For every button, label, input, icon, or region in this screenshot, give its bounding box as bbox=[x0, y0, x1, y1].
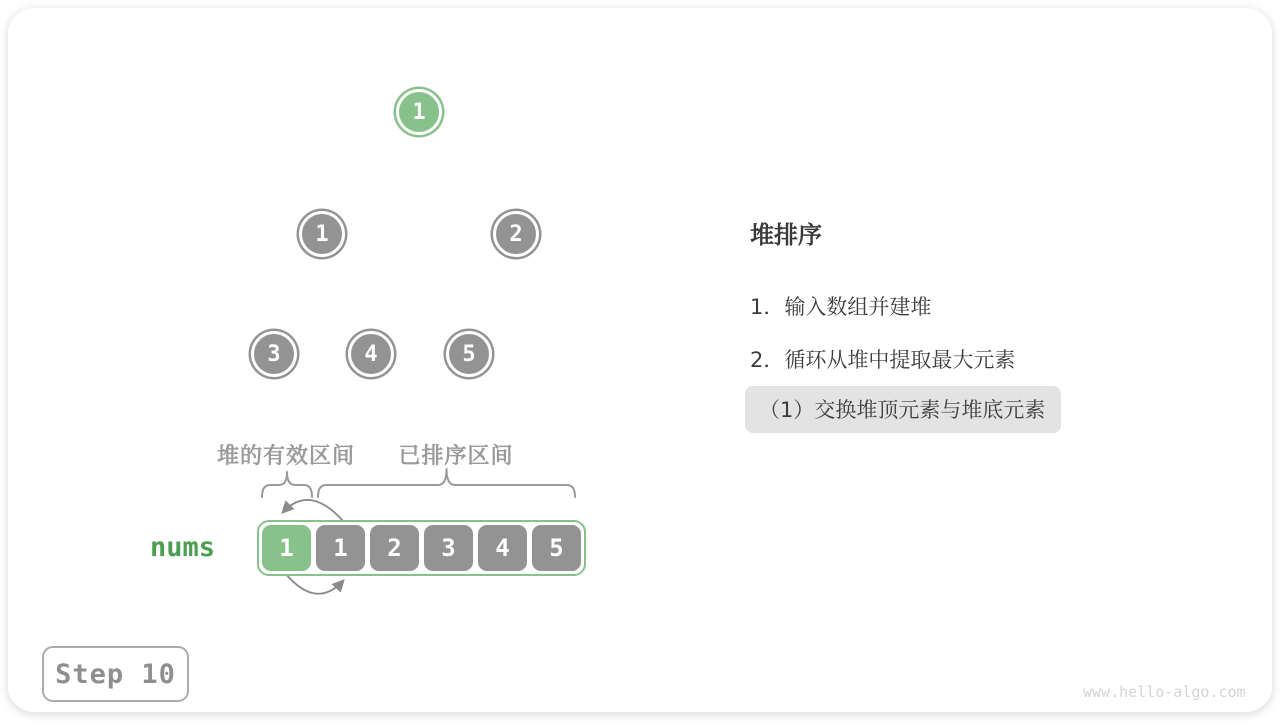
sorted-interval-label: 已排序区间 bbox=[398, 444, 514, 469]
panel-current-substep: （1）交换堆顶元素与堆底元素 bbox=[745, 386, 1061, 433]
figure-card bbox=[8, 8, 1272, 712]
array-cell-1: 1 bbox=[316, 525, 365, 571]
heap-interval-label: 堆的有效区间 bbox=[216, 444, 355, 469]
panel-step-1: 1．输入数组并建堆 bbox=[750, 295, 932, 319]
array-cell-2: 2 bbox=[370, 525, 419, 571]
swap-arrow-top bbox=[283, 500, 343, 521]
panel-title: 堆排序 bbox=[750, 221, 822, 249]
tree-node-leaf-5: 5 bbox=[446, 331, 492, 377]
step-badge: Step 10 bbox=[42, 646, 189, 702]
swap-arrow-bottom bbox=[285, 573, 343, 594]
watermark: www.hello-algo.com bbox=[1083, 683, 1246, 701]
sorted-interval-brace bbox=[318, 469, 575, 497]
tree-node-leaf-4: 4 bbox=[348, 331, 394, 377]
heap-interval-brace bbox=[262, 472, 312, 497]
annotation-overlay bbox=[8, 8, 1280, 728]
array-cell-5: 5 bbox=[532, 525, 581, 571]
array-cell-0: 1 bbox=[262, 525, 311, 571]
tree-node-leaf-3: 3 bbox=[251, 331, 297, 377]
array-name-label: nums bbox=[150, 532, 216, 563]
tree-node-right: 2 bbox=[493, 211, 539, 257]
tree-node-root: 1 bbox=[396, 89, 442, 135]
panel-step-2: 2．循环从堆中提取最大元素 bbox=[750, 348, 1016, 372]
tree-node-left: 1 bbox=[299, 211, 345, 257]
nums-array bbox=[257, 520, 586, 576]
array-cell-4: 4 bbox=[478, 525, 527, 571]
array-cell-3: 3 bbox=[424, 525, 473, 571]
